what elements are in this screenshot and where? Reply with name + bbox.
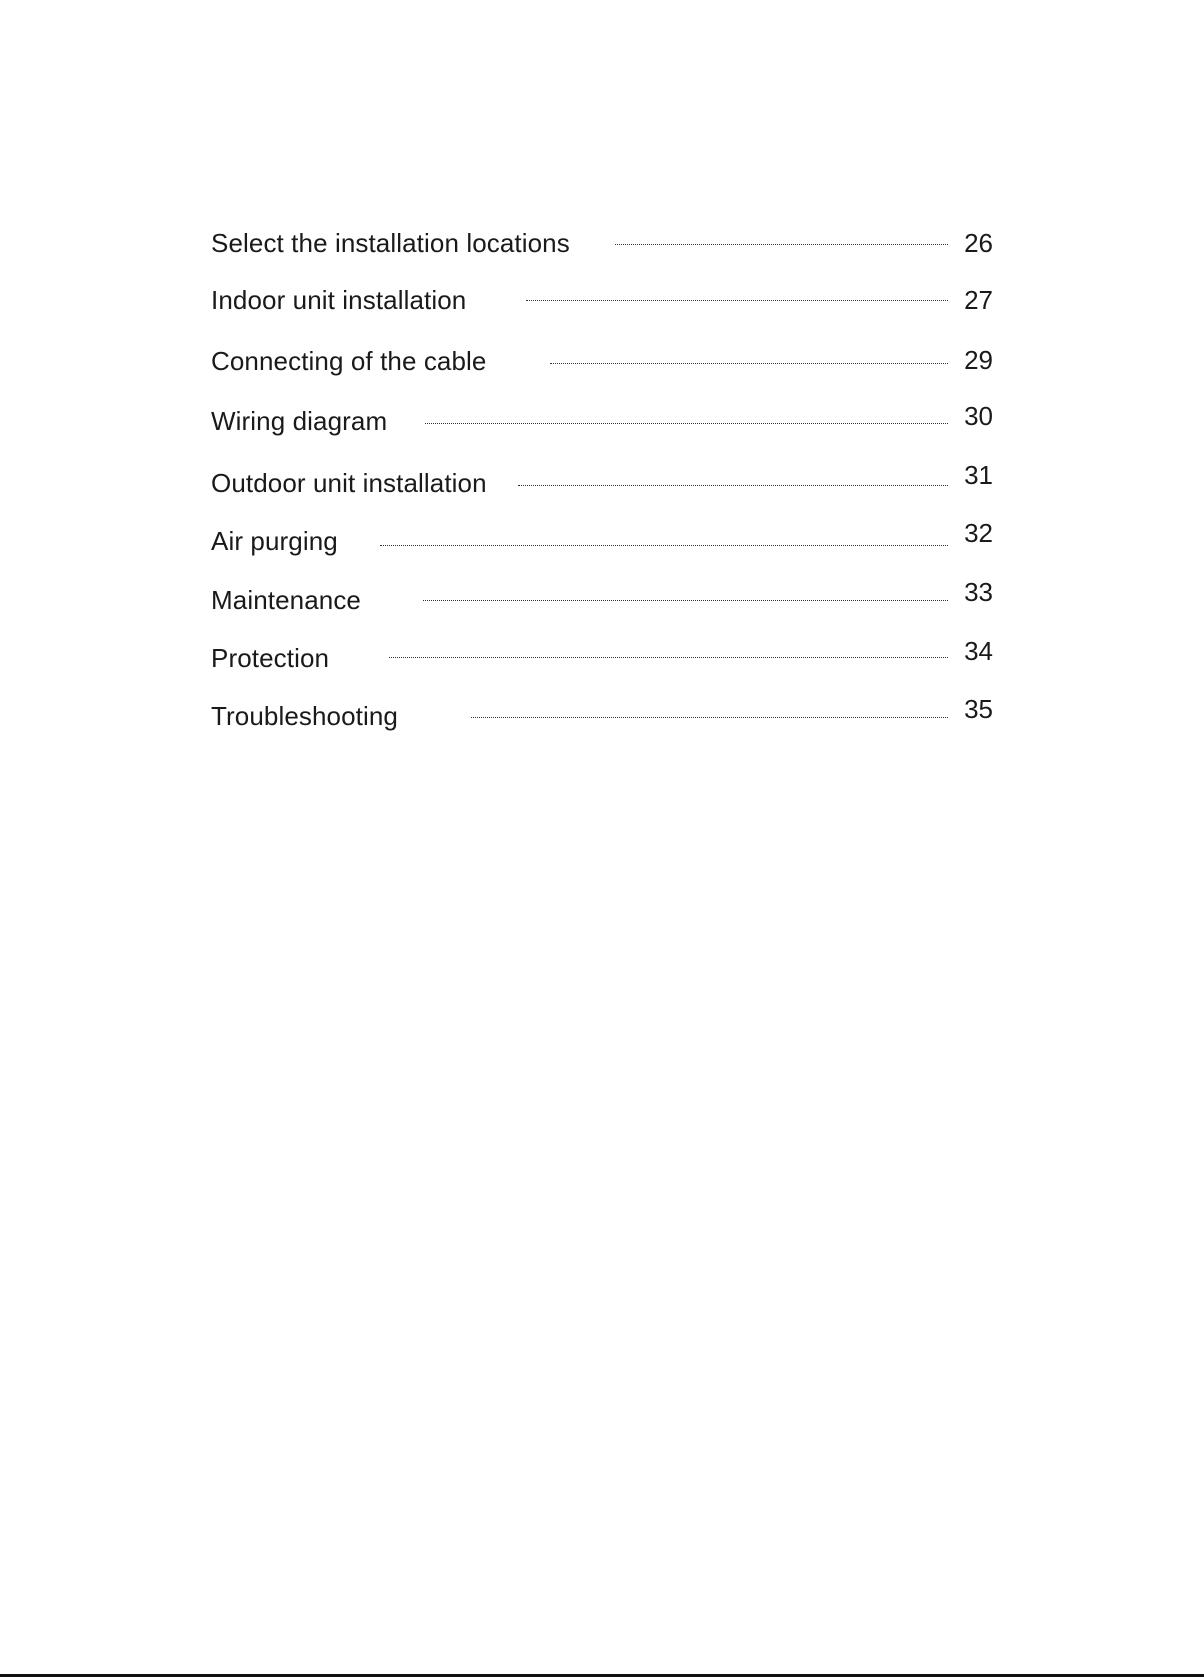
toc-leader-dots [425, 423, 948, 424]
toc-entry-page: 32 [964, 518, 993, 548]
toc-leader-dots [518, 485, 948, 486]
toc-entry-title: Connecting of the cable [211, 346, 487, 376]
toc-leader-dots [423, 600, 948, 601]
toc-entry-page: 35 [964, 694, 993, 724]
toc-entry-title: Select the installation locations [211, 228, 570, 258]
toc-entry-page: 31 [964, 460, 993, 490]
toc-leader-dots [389, 657, 948, 658]
toc-entry-title: Maintenance [211, 585, 361, 615]
toc-entry-title: Protection [211, 643, 330, 673]
toc-entry-page: 27 [964, 285, 993, 315]
toc-entry-title: Indoor unit installation [211, 285, 467, 315]
toc-entry-wiring-diagram [211, 403, 993, 443]
toc-leader-dots [471, 717, 948, 718]
toc-entry-title: Air purging [211, 526, 338, 556]
toc-entry-connecting-cable [211, 344, 993, 384]
toc-leader-dots [615, 244, 948, 245]
toc-leader-dots [380, 545, 948, 546]
toc-entry-page: 34 [964, 636, 993, 666]
toc-entry-page: 26 [964, 228, 993, 258]
toc-entry-maintenance [211, 577, 993, 620]
toc-entry-page: 30 [964, 401, 993, 431]
toc-entry-title: Wiring diagram [211, 406, 388, 436]
toc-entry-page: 33 [964, 577, 993, 607]
toc-entry-air-purging [211, 518, 993, 562]
toc-entry-select-locations [211, 228, 993, 268]
toc-leader-dots [526, 300, 948, 301]
toc-entry-title: Outdoor unit installation [211, 468, 487, 498]
toc-entry-troubleshooting [211, 696, 993, 736]
toc-entry-protection [211, 638, 993, 678]
toc-entry-outdoor-unit [211, 460, 993, 504]
toc-leader-dots [550, 363, 948, 364]
toc-entry-indoor-unit [211, 283, 993, 323]
toc-entry-title: Troubleshooting [211, 701, 398, 731]
toc-entry-page: 29 [964, 345, 993, 375]
